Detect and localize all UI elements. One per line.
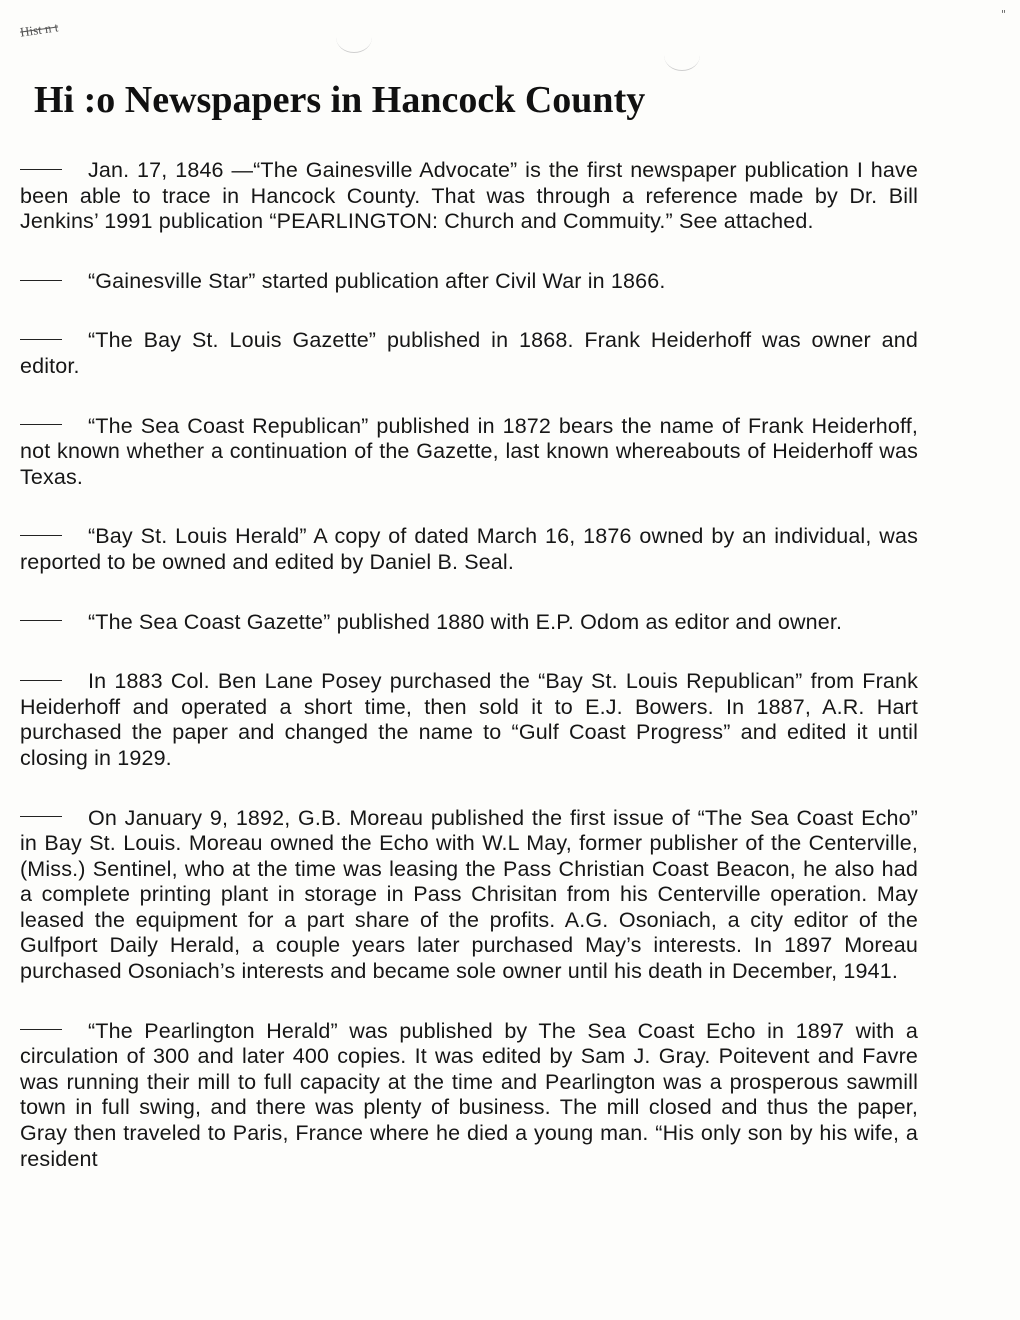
punch-hole-mark [664, 40, 700, 71]
handwritten-corner-note [19, 19, 59, 40]
list-item [20, 1019, 918, 1173]
entry-dash [20, 1029, 62, 1030]
list-item [20, 414, 918, 491]
list-item [20, 806, 918, 985]
corner-tick-mark: " [1000, 8, 1006, 21]
entry-dash [20, 680, 62, 681]
list-item [20, 610, 918, 636]
entry-dash [20, 280, 62, 281]
title-main: Newspapers in Hancock County [124, 79, 646, 121]
title-fragment: :o [83, 79, 116, 121]
entry-text: “The Sea Coast Republican” published in 1872 bears the name of Frank Heiderhoff, not known whether a continuation of the Gazette, last known whereabouts of Heiderhoff was Texas. [20, 413, 918, 489]
list-item [20, 524, 918, 575]
list-item [20, 158, 918, 235]
punch-hole-mark [336, 22, 372, 53]
document-title [34, 76, 934, 124]
entry-text: “The Sea Coast Gazette” published 1880 with E.P. Odom as editor and owner. [88, 609, 843, 634]
entry-text: On January 9, 1892, G.B. Moreau published the first issue of “The Sea Coast Echo” in Bay St. Louis. Moreau owned the Echo with W.L May, former publisher of the Centerville, (Miss.) Sentinel, who at the time was leasing the Pass Christian Coast Beacon, he also had a complete printing plant in storage in Pass Chrisitan from his Centerville operation. May leased the equipment for a part share of the profits. A.G. Osoniach, a city editor of the Gulfport Daily Herald, a couple years later purchased May’s interests. In 1897 Moreau purchased Osoniach’s interests and became sole owner until his death in December, 1941. [20, 805, 918, 984]
entry-text: “The Bay St. Louis Gazette” published in 1868. Frank Heiderhoff was owner and editor. [20, 328, 918, 378]
entry-dash [20, 424, 62, 425]
entry-dash [20, 169, 62, 170]
list-item [20, 328, 918, 379]
entry-text: In 1883 Col. Ben Lane Posey purchased the “Bay St. Louis Republican” from Frank Heiderhoff and operated a short time, then sold it to E.J. Bowers. In 1887, A.R. Hart purchased the paper and changed the name to “Gulf Coast Progress” and edited it until closing in 1929. [20, 669, 918, 770]
title-start: Hi [34, 79, 75, 121]
entry-dash [20, 816, 62, 817]
list-item [20, 269, 918, 295]
entry-dash [20, 339, 62, 340]
title-faded-gap [115, 79, 125, 121]
entry-text: “Bay St. Louis Herald” A copy of dated March 16, 1876 owned by an individual, was reported to be owned and edited by Daniel B. Seal. [20, 524, 918, 574]
list-item [20, 669, 918, 771]
entry-dash [20, 535, 62, 536]
entry-dash [20, 620, 62, 621]
entry-text: Jan. 17, 1846 —“The Gainesville Advocate” is the first newspaper publication I have been able to trace in Hancock County. That was through a reference made by Dr. Bill Jenkins’ 1991 publication “PEARLINGTON: Church and Commuity.” See attached. [20, 158, 918, 234]
entry-text: “The Pearlington Herald” was published by The Sea Coast Echo in 1897 with a circulation of 300 and later 400 copies. It was edited by Sam J. Gray. Poitevent and Favre was running their mill to full capacity at the time and Pearlington was a prosperous sawmill town in full swing, and there was plenty of business. The mill closed and thus the paper, Gray then traveled to Paris, France where he died a young man. “His only son by his wife, a resident [20, 1018, 918, 1171]
corner-note-text: Hist n t [19, 19, 60, 40]
entry-text: “Gainesville Star” started publication after Civil War in 1866. [88, 268, 666, 293]
entry-list [20, 158, 918, 1206]
